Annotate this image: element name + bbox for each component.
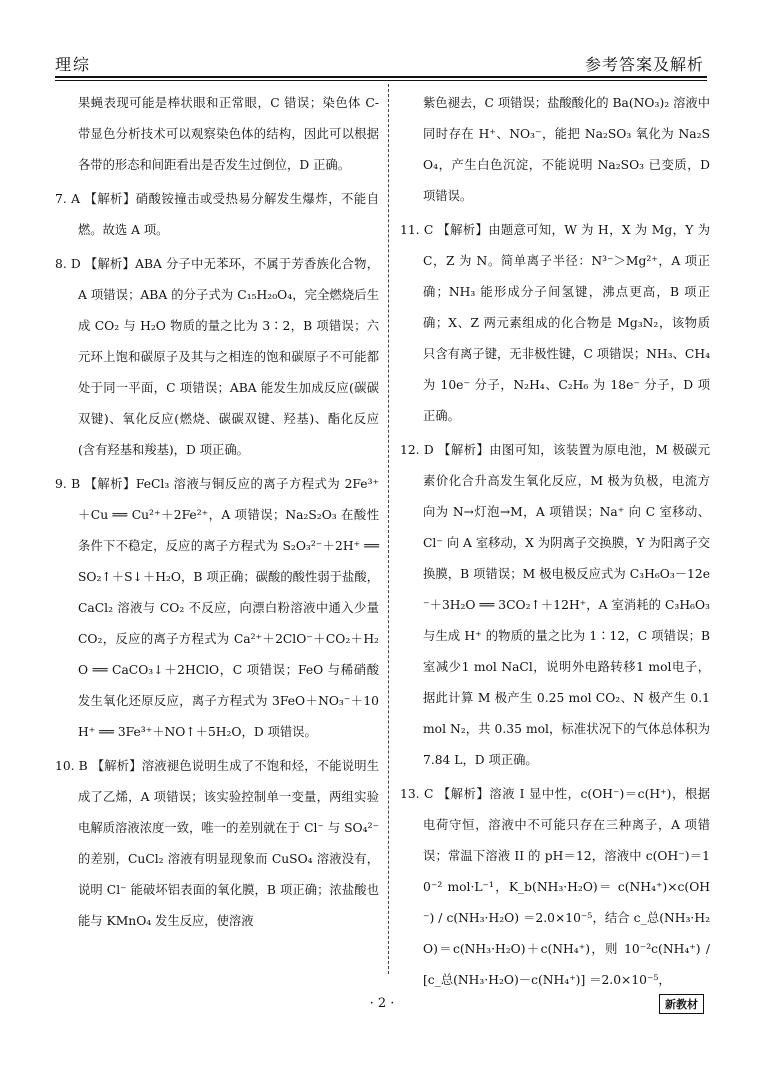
header-subject: 理综: [55, 55, 92, 74]
paragraph: 12. D 【解析】由图可知，该装置为原电池，M 极碳元素价化合升高发生氧化反应，M 极为负极，电流方向为 N→灯泡→M，A 项错误；Na⁺ 向 C 室移动、Cl⁻ 向 A 室移动，X 为阴离子交换膜，Y 为阳离子交换膜，B 项错误；M 极电极反应式为 C₃H₆O₃－12e⁻＋3H₂O ══ 3CO₂↑＋12H⁺，A 室消耗的 C₃H₆O₃ 与生成 H⁺ 的物质的量之比为 1∶12，C 项错误；B 室减少1 mol NaCl，说明外电路转移1 mol电子，据此计算 M 极产生 0.25 mol CO₂、N 极产生 0.1 mol N₂，共 0.35 mol，标准状况下的气体总体积为 7.84 L，D 项正确。: [400, 443, 710, 767]
header-rule: [55, 76, 707, 78]
page-number: · 2 ·: [369, 996, 395, 1011]
column-divider: [388, 84, 389, 974]
header-title: 参考答案及解析: [584, 55, 704, 74]
edition-badge: 新教材: [659, 994, 704, 1014]
paragraph: 11. C 【解析】由题意可知，W 为 H，X 为 Mg，Y 为 C，Z 为 N。简单离子半径：N³⁻＞Mg²⁺，A 项正确；NH₃ 能形成分子间氢键，沸点更高，B 项正确；X、Z 两元素组成的化合物是 Mg₃N₂，该物质只含有离子键，无非极性键，C 项错误；NH₃、CH₄ 为 10e⁻ 分子，N₂H₄、C₂H₆ 为 18e⁻ 分子，D 项正确。: [400, 223, 710, 423]
paragraph: 7. A 【解析】硝酸铵撞击或受热易分解发生爆炸，不能自燃。故选 A 项。: [55, 192, 379, 237]
left-column: [55, 88, 379, 937]
right-column: [400, 88, 710, 996]
paragraph: 果蝇表现可能是棒状眼和正常眼，C 错误；染色体 C-带显色分析技术可以观察染色体的结构，因此可以根据各带的形态和间距看出是否发生过倒位，D 正确。: [78, 96, 379, 172]
paragraph: 10. B 【解析】溶液褪色说明生成了不饱和烃，不能说明生成了乙烯，A 项错误；该实验控制单一变量，两组实验电解质溶液浓度一致，唯一的差别就在于 Cl⁻ 与 SO₄²⁻ 的差别，CuCl₂ 溶液有明显现象而 CuSO₄ 溶液没有，说明 Cl⁻ 能破坏铝表面的氧化膜，B 项正确；浓盐酸也能与 KMnO₄ 发生反应，使溶液: [55, 759, 379, 928]
paragraph: 紫色褪去，C 项错误；盐酸酸化的 Ba(NO₃)₂ 溶液中同时存在 H⁺、NO₃⁻，能把 Na₂SO₃ 氧化为 Na₂SO₄，产生白色沉淀，不能说明 Na₂SO₃ 已变质，D 项错误。: [423, 96, 710, 203]
paragraph: 8. D 【解析】ABA 分子中无苯环，不属于芳香族化合物，A 项错误；ABA 的分子式为 C₁₅H₂₀O₄，完全燃烧后生成 CO₂ 与 H₂O 物质的量之比为 3∶2，B 项错误；六元环上饱和碳原子及其与之相连的饱和碳原子不可能都处于同一平面，C 项错误；ABA 能发生加成反应(碳碳双键)、氧化反应(燃烧、碳碳双键、羟基)、酯化反应(含有羟基和羧基)，D 项正确。: [55, 257, 379, 457]
paragraph: 13. C 【解析】溶液 I 显中性，c(OH⁻)＝c(H⁺)，根据电荷守恒，溶液中不可能只存在三种离子，A 项错误；常温下溶液 II 的 pH＝12，溶液中 c(OH⁻)＝10⁻² mol·L⁻¹，K_b(NH₃·H₂O)＝ c(NH₄⁺)×c(OH⁻) / c(NH₃·H₂O) ＝2.0×10⁻⁵，结合 c_总(NH₃·H₂O)＝c(NH₃·H₂O)＋c(NH₄⁺)，则 10⁻²c(NH₄⁺) / [c_总(NH₃·H₂O)－c(NH₄⁺)] ＝2.0×10⁻⁵，: [400, 787, 710, 987]
header-rule-thin: [55, 80, 707, 81]
paragraph: 9. B 【解析】FeCl₃ 溶液与铜反应的离子方程式为 2Fe³⁺＋Cu ══ Cu²⁺＋2Fe²⁺，A 项错误；Na₂S₂O₃ 在酸性条件下不稳定，反应的离子方程式为 S₂O₃²⁻＋2H⁺ ══ SO₂↑＋S↓＋H₂O，B 项正确；碳酸的酸性弱于盐酸，CaCl₂ 溶液与 CO₂ 不反应，向漂白粉溶液中通入少量 CO₂，反应的离子方程式为 Ca²⁺＋2ClO⁻＋CO₂＋H₂O ══ CaCO₃↓＋2HClO，C 项错误；FeO 与稀硝酸发生氧化还原反应，离子方程式为 3FeO＋NO₃⁻＋10H⁺ ══ 3Fe³⁺＋NO↑＋5H₂O，D 项错误。: [55, 477, 379, 739]
